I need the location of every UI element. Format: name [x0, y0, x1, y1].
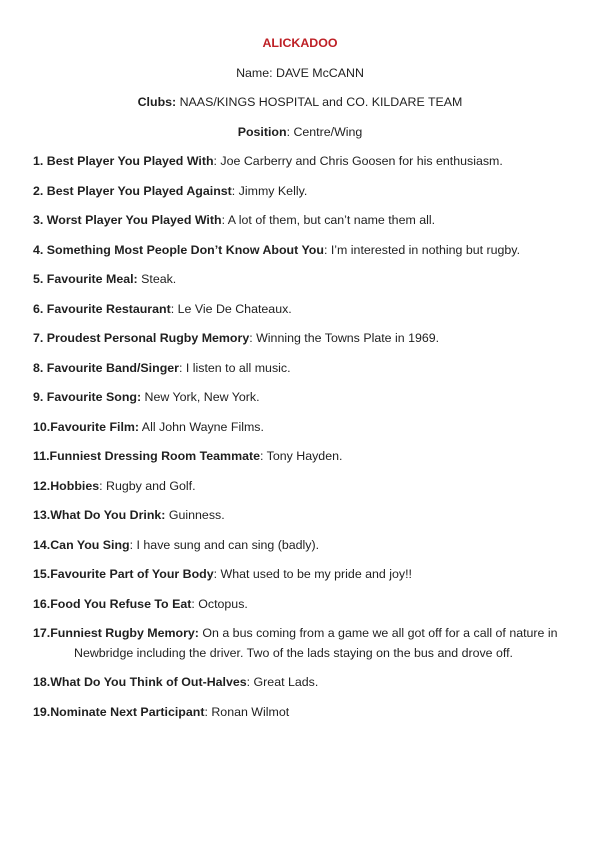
item-answer: : Rugby and Golf. [99, 478, 196, 493]
item-label: Food You Refuse To Eat [50, 596, 192, 611]
item-number: 15. [33, 567, 51, 581]
item-answer: : Ronan Wilmot [204, 704, 290, 719]
qa-item [33, 536, 574, 556]
qa-item [33, 506, 574, 526]
item-number: 4. [33, 242, 47, 257]
item-label: Funniest Rugby Memory: [50, 626, 199, 640]
item-answer: : Le Vie De Chateaux. [170, 301, 292, 316]
item-answer: : Great Lads. [246, 675, 319, 689]
qa-item [33, 329, 574, 349]
item-label: Favourite Film: [50, 419, 140, 434]
qa-item [33, 477, 574, 497]
qa-item [33, 241, 574, 261]
item-answer: : Joe Carberry and Chris Goosen for his enthusiasm. [213, 154, 503, 168]
item-answer: : I’m interested in nothing but rugby. [323, 242, 521, 257]
qa-item [33, 673, 574, 693]
item-number: 18. [33, 675, 51, 689]
item-answer: : Jimmy Kelly. [231, 183, 308, 198]
header-line-position [0, 123, 600, 143]
question-list [33, 152, 574, 722]
item-number: 11. [33, 449, 50, 463]
item-number: 9. [33, 390, 47, 404]
item-answer: : Winning the Towns Plate in 1969. [249, 331, 440, 345]
qa-item [33, 418, 574, 438]
item-answer: Guinness. [165, 508, 225, 522]
item-label: Hobbies [50, 478, 100, 493]
item-number: 1. [33, 154, 47, 168]
item-number: 7. [33, 331, 47, 345]
qa-item [33, 270, 574, 290]
item-label: What Do You Think of Out-Halves [50, 675, 247, 689]
item-answer: Steak. [137, 272, 177, 286]
item-answer: On a bus coming from a game we all got off for a call of nature in Newbridge including the driver. Two of the lads staying on the bus and drove off. [74, 626, 561, 660]
item-answer: : Tony Hayden. [260, 449, 343, 463]
page-title: ALICKADOO [262, 36, 338, 50]
item-number: 3. [33, 213, 47, 227]
item-answer: : A lot of them, but can’t name them all. [221, 213, 436, 227]
qa-item [33, 565, 574, 585]
item-answer: New York, New York. [141, 390, 260, 404]
item-answer: : Octopus. [191, 596, 248, 611]
header-line-clubs [0, 93, 600, 113]
item-label: What Do You Drink: [50, 508, 166, 522]
qa-item [33, 300, 574, 320]
item-label: Favourite Song: [46, 390, 142, 404]
header-line-name [0, 64, 600, 84]
header-line-clubs-text: NAAS/KINGS HOSPITAL and CO. KILDARE TEAM [176, 95, 463, 109]
item-label: Proudest Personal Rugby Memory [46, 331, 250, 345]
header-line-clubs-bold: Clubs: [137, 95, 177, 109]
item-label: Nominate Next Participant [50, 704, 205, 719]
item-label: Favourite Part of Your Body [50, 567, 214, 581]
header-line-position-text: : Centre/Wing [286, 124, 363, 139]
qa-item [33, 152, 574, 172]
item-label: Worst Player You Played With [46, 213, 222, 227]
item-number: 6. [33, 301, 47, 316]
item-answer: : I listen to all music. [178, 360, 291, 375]
item-label: Favourite Restaurant [46, 301, 171, 316]
item-number: 16. [33, 596, 51, 611]
item-answer: All John Wayne Films. [139, 419, 264, 434]
item-label: Favourite Band/Singer [46, 360, 179, 375]
qa-item [33, 447, 574, 467]
document-header [0, 34, 600, 142]
item-number: 2. [33, 183, 47, 198]
item-number: 14. [33, 537, 51, 552]
item-label: Best Player You Played With [46, 154, 214, 168]
item-number: 13. [33, 508, 51, 522]
qa-item [33, 182, 574, 202]
item-answer: : What used to be my pride and joy!! [213, 567, 412, 581]
qa-item [33, 211, 574, 231]
item-answer: : I have sung and can sing (badly). [129, 537, 320, 552]
item-label: Favourite Meal: [46, 272, 138, 286]
item-label: Best Player You Played Against [46, 183, 232, 198]
item-label: Can You Sing [50, 537, 130, 552]
item-label: Funniest Dressing Room Teammate [49, 449, 260, 463]
qa-item [33, 703, 574, 723]
qa-item [33, 359, 574, 379]
qa-item [33, 624, 574, 663]
item-number: 10. [33, 419, 51, 434]
header-line-name-text: Name: DAVE McCANN [236, 65, 364, 80]
item-number: 17. [33, 626, 51, 640]
item-label: Something Most People Don’t Know About You [46, 242, 324, 257]
item-number: 19. [33, 704, 51, 719]
header-line-position-bold: Position [237, 124, 287, 139]
qa-item [33, 595, 574, 615]
item-number: 12. [33, 478, 51, 493]
item-number: 5. [33, 272, 47, 286]
qa-item [33, 388, 574, 408]
item-number: 8. [33, 360, 47, 375]
